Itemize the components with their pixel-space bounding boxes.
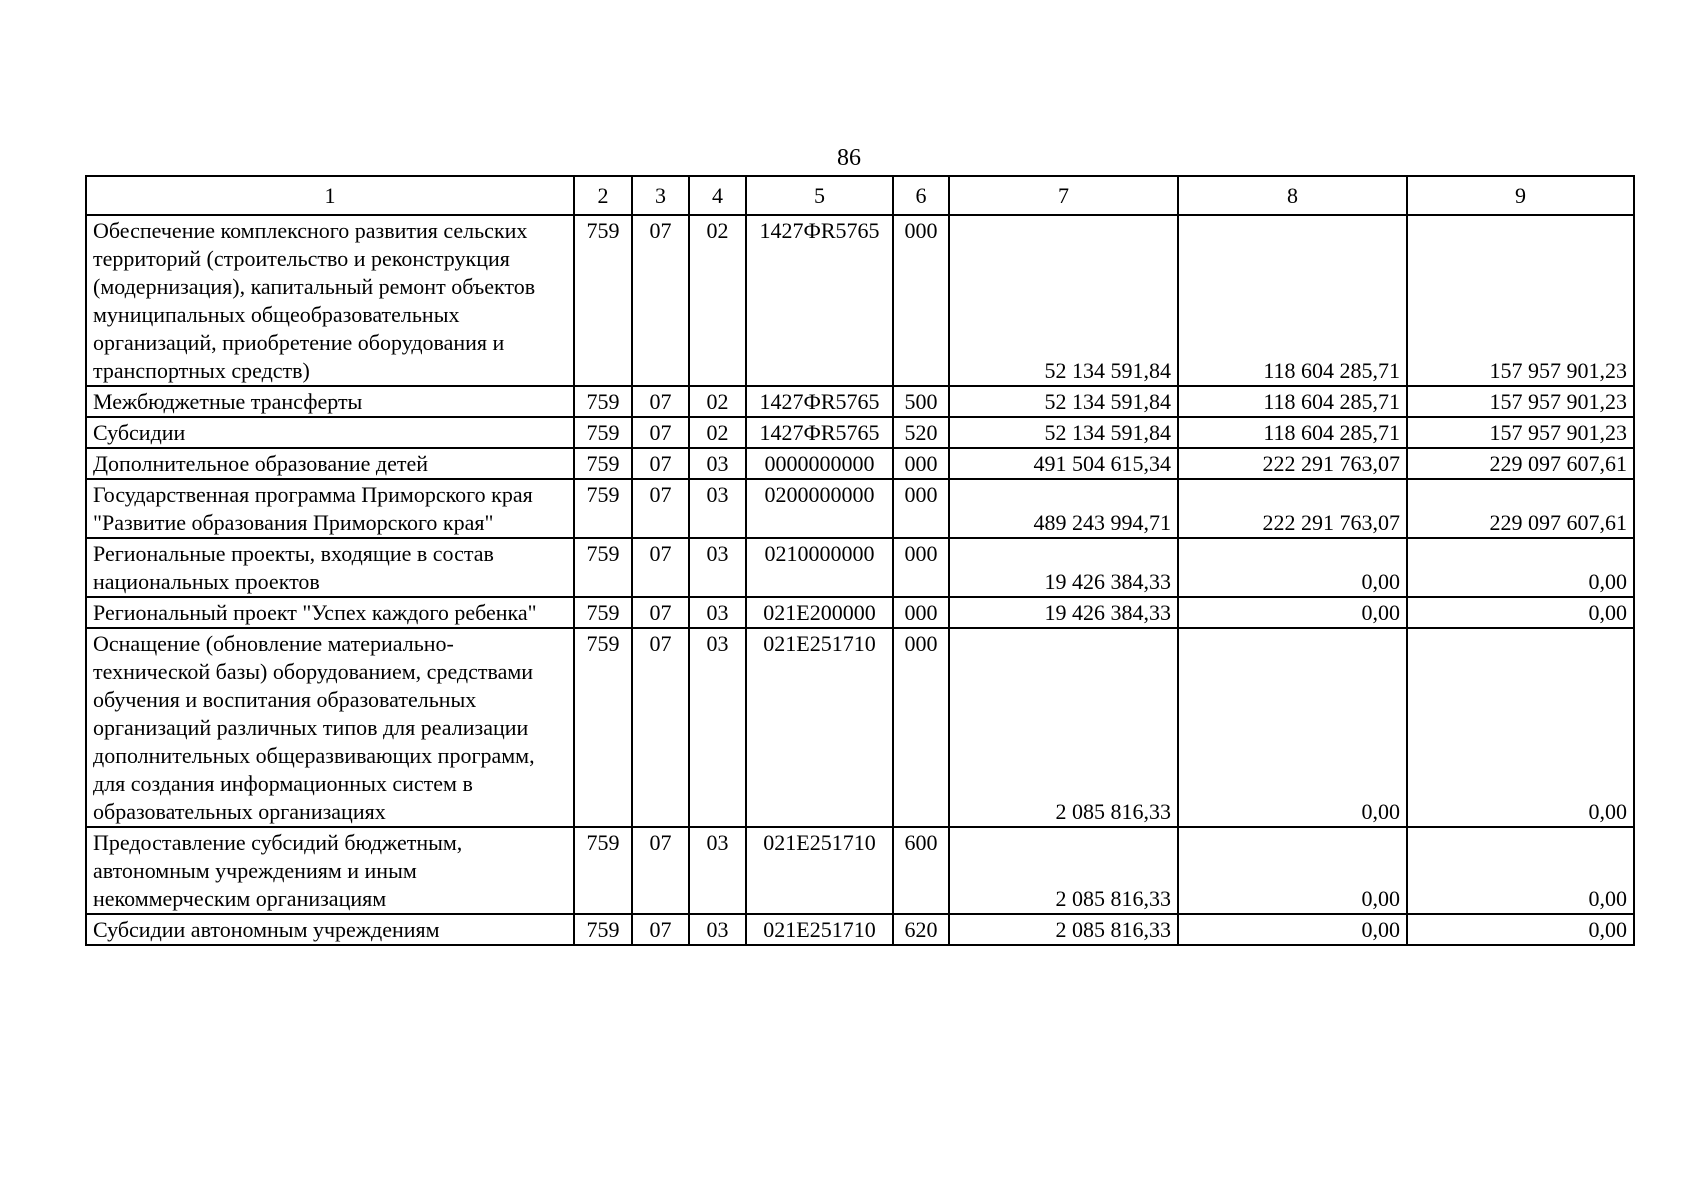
row-sum-col9: 0,00 [1407, 597, 1634, 628]
row-name: Обеспечение комплексного развития сельских территорий (строительство и реконструкция (модернизация), капитальный ремонт объектов муниципальных общеобразовательных организаций, приобретение оборудования и транспортных средств) [86, 215, 574, 386]
row-name: Предоставление субсидий бюджетным, автономным учреждениям и иным некоммерческим организациям [86, 827, 574, 914]
row-section: 07 [632, 597, 689, 628]
table-row [86, 479, 1634, 538]
row-subsection: 02 [689, 386, 746, 417]
row-sum-col7: 2 085 816,33 [949, 914, 1178, 945]
row-section: 07 [632, 628, 689, 827]
row-admin-code: 759 [574, 597, 632, 628]
row-subsection: 03 [689, 628, 746, 827]
row-expense-type: 000 [893, 215, 949, 386]
row-target-article: 021E251710 [746, 827, 893, 914]
row-name: Региональный проект "Успех каждого ребенка" [86, 597, 574, 628]
row-target-article: 1427ФR5765 [746, 417, 893, 448]
row-admin-code: 759 [574, 386, 632, 417]
row-expense-type: 620 [893, 914, 949, 945]
row-sum-col9: 0,00 [1407, 628, 1634, 827]
row-sum-col8: 118 604 285,71 [1178, 386, 1407, 417]
header-cell-4: 4 [689, 176, 746, 215]
row-target-article: 021E200000 [746, 597, 893, 628]
row-section: 07 [632, 386, 689, 417]
table-row [86, 597, 1634, 628]
row-target-article: 0200000000 [746, 479, 893, 538]
budget-table [85, 175, 1635, 946]
row-expense-type: 520 [893, 417, 949, 448]
header-cell-3: 3 [632, 176, 689, 215]
row-section: 07 [632, 538, 689, 597]
row-name: Оснащение (обновление материально-технической базы) оборудованием, средствами обучения и воспитания образовательных организаций различных типов для реализации дополнительных общеразвивающих программ, для создания информационных систем в образовательных организациях [86, 628, 574, 827]
row-expense-type: 000 [893, 479, 949, 538]
row-target-article: 1427ФR5765 [746, 386, 893, 417]
row-sum-col7: 52 134 591,84 [949, 417, 1178, 448]
row-sum-col8: 0,00 [1178, 628, 1407, 827]
row-sum-col8: 222 291 763,07 [1178, 448, 1407, 479]
table-row [86, 914, 1634, 945]
table-row [86, 215, 1634, 386]
row-section: 07 [632, 479, 689, 538]
row-subsection: 03 [689, 448, 746, 479]
row-name: Межбюджетные трансферты [86, 386, 574, 417]
header-cell-6: 6 [893, 176, 949, 215]
row-subsection: 02 [689, 215, 746, 386]
row-sum-col9: 157 957 901,23 [1407, 417, 1634, 448]
row-expense-type: 000 [893, 628, 949, 827]
table-row [86, 538, 1634, 597]
row-target-article: 1427ФR5765 [746, 215, 893, 386]
row-target-article: 021E251710 [746, 628, 893, 827]
row-section: 07 [632, 827, 689, 914]
row-sum-col8: 118 604 285,71 [1178, 417, 1407, 448]
row-name: Субсидии автономным учреждениям [86, 914, 574, 945]
row-sum-col7: 52 134 591,84 [949, 386, 1178, 417]
row-sum-col9: 229 097 607,61 [1407, 448, 1634, 479]
row-sum-col8: 0,00 [1178, 538, 1407, 597]
header-cell-7: 7 [949, 176, 1178, 215]
row-sum-col8: 0,00 [1178, 914, 1407, 945]
row-name: Государственная программа Приморского края "Развитие образования Приморского края" [86, 479, 574, 538]
row-subsection: 03 [689, 597, 746, 628]
row-expense-type: 000 [893, 597, 949, 628]
row-admin-code: 759 [574, 215, 632, 386]
table-row [86, 628, 1634, 827]
table-row [86, 417, 1634, 448]
row-section: 07 [632, 215, 689, 386]
row-subsection: 03 [689, 479, 746, 538]
row-sum-col9: 229 097 607,61 [1407, 479, 1634, 538]
row-sum-col7: 2 085 816,33 [949, 628, 1178, 827]
row-sum-col7: 491 504 615,34 [949, 448, 1178, 479]
row-expense-type: 000 [893, 448, 949, 479]
row-admin-code: 759 [574, 479, 632, 538]
row-sum-col7: 2 085 816,33 [949, 827, 1178, 914]
row-sum-col8: 118 604 285,71 [1178, 215, 1407, 386]
header-cell-2: 2 [574, 176, 632, 215]
header-cell-5: 5 [746, 176, 893, 215]
header-cell-9: 9 [1407, 176, 1634, 215]
row-admin-code: 759 [574, 417, 632, 448]
row-sum-col9: 0,00 [1407, 914, 1634, 945]
table-header-row [86, 176, 1634, 215]
row-subsection: 03 [689, 914, 746, 945]
row-name: Субсидии [86, 417, 574, 448]
row-sum-col7: 19 426 384,33 [949, 597, 1178, 628]
page-number: 86 [837, 145, 861, 171]
row-expense-type: 600 [893, 827, 949, 914]
row-sum-col7: 52 134 591,84 [949, 215, 1178, 386]
header-cell-8: 8 [1178, 176, 1407, 215]
row-sum-col8: 222 291 763,07 [1178, 479, 1407, 538]
table-row [86, 827, 1634, 914]
row-expense-type: 000 [893, 538, 949, 597]
header-cell-1: 1 [86, 176, 574, 215]
row-sum-col9: 0,00 [1407, 538, 1634, 597]
row-expense-type: 500 [893, 386, 949, 417]
row-name: Дополнительное образование детей [86, 448, 574, 479]
row-target-article: 0210000000 [746, 538, 893, 597]
row-target-article: 021E251710 [746, 914, 893, 945]
row-target-article: 0000000000 [746, 448, 893, 479]
table-row [86, 386, 1634, 417]
row-sum-col9: 0,00 [1407, 827, 1634, 914]
row-admin-code: 759 [574, 628, 632, 827]
row-sum-col8: 0,00 [1178, 827, 1407, 914]
row-name: Региональные проекты, входящие в состав национальных проектов [86, 538, 574, 597]
row-sum-col7: 489 243 994,71 [949, 479, 1178, 538]
row-subsection: 03 [689, 538, 746, 597]
row-sum-col9: 157 957 901,23 [1407, 386, 1634, 417]
row-section: 07 [632, 417, 689, 448]
row-section: 07 [632, 914, 689, 945]
row-sum-col9: 157 957 901,23 [1407, 215, 1634, 386]
row-subsection: 03 [689, 827, 746, 914]
row-admin-code: 759 [574, 538, 632, 597]
row-admin-code: 759 [574, 914, 632, 945]
table-row [86, 448, 1634, 479]
row-sum-col7: 19 426 384,33 [949, 538, 1178, 597]
row-subsection: 02 [689, 417, 746, 448]
row-admin-code: 759 [574, 448, 632, 479]
row-sum-col8: 0,00 [1178, 597, 1407, 628]
row-admin-code: 759 [574, 827, 632, 914]
row-section: 07 [632, 448, 689, 479]
